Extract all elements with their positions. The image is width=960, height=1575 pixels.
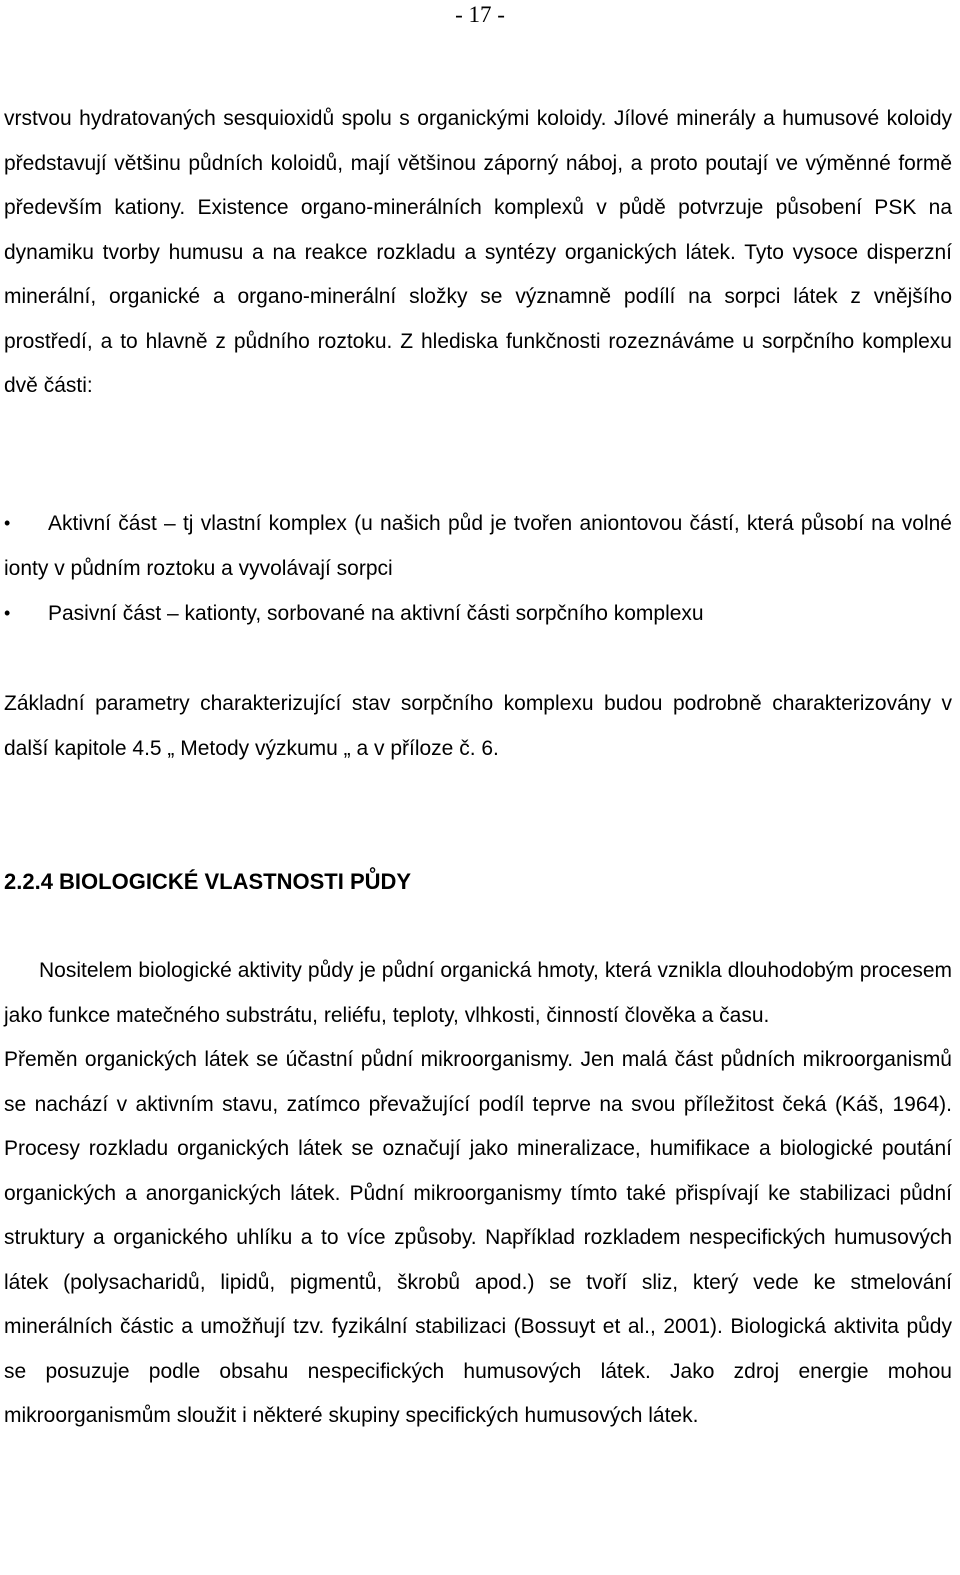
section-heading: 2.2.4 BIOLOGICKÉ VLASTNOSTI PŮDY [4, 869, 412, 894]
paragraph-biological-activity: Nositelem biologické aktivity půdy je půdní organická hmoty, která vznikla dlouhodobým procesem jako funkce matečného substrátu, reliéfu, teploty, vlhkosti, činností člověka a času. [4, 959, 952, 1027]
paragraph-microorganisms: Přeměn organických látek se účastní půdní mikroorganismy. Jen malá část půdních mikroorganismů se nachází v aktivním stavu, zatímco převažující podíl teprve na svou příležitost čeká (Káš, 1964). Procesy rozkladu organických látek se označují jako mineralizace, humifikace a biologické poutání organických a anorganických látek. Půdní mikroorganismy tímto také přispívají ke stabilizaci půdní struktury a organického uhlíku a to více způsoby. Například rozkladem nespecifických humusových látek (polysacharidů, lipidů, pigmentů, škrobů apod.) se tvoří sliz, který vede ke stmelování minerálních částic a umožňují tzv. fyzikální stabilizaci (Bossuyt et al., 2001). Biologická aktivita půdy se posuzuje podle obsahu nespecifických humusových látek. Jako zdroj energie mohou mikroorganismům sloužit i některé skupiny specifických humusových látek. [4, 1048, 952, 1427]
section-biology-text [4, 949, 952, 1439]
section-sorption-text [4, 97, 952, 409]
paragraph-parameters: Základní parametry charakterizující stav sorpčního komplexu budou podrobně charakterizovány v další kapitole 4.5 „ Metody výzkumu „ a v příloze č. 6. [4, 692, 952, 760]
bullet-item-active-part [4, 501, 952, 591]
bullet-icon: • [4, 603, 11, 623]
page-number: - 17 - [455, 2, 505, 27]
section-parameters-text [4, 682, 952, 771]
bullet-item-passive-part [4, 591, 952, 637]
bullet-text-active-part: Aktivní část – tj vlastní komplex (u našich půd je tvořen aniontovou částí, která působí na volné ionty v půdním roztoku a vyvolávají sorpci [4, 512, 952, 580]
bullet-icon: • [4, 513, 11, 533]
bullet-list [4, 501, 952, 637]
bullet-text-passive-part: Pasivní část – kationty, sorbované na aktivní části sorpčního komplexu [48, 602, 704, 625]
paragraph-sorption-complex: vrstvou hydratovaných sesquioxidů spolu s organickými koloidy. Jílové minerály a humusové koloidy představují většinu půdních koloidů, mají většinou záporný náboj, a proto poutají ve výměnné formě především kationy. Existence organo-minerálních komplexů v půdě potvrzuje působení PSK na dynamiku tvorby humusu a na reakce rozkladu a syntézy organických látek. Tyto vysoce disperzní minerální, organické a organo-minerální složky se významně podílí na sorpci látek z vnějšího prostředí, a to hlavně z půdního roztoku. Z hlediska funkčnosti rozeznáváme u sorpčního komplexu dvě části: [4, 107, 952, 397]
